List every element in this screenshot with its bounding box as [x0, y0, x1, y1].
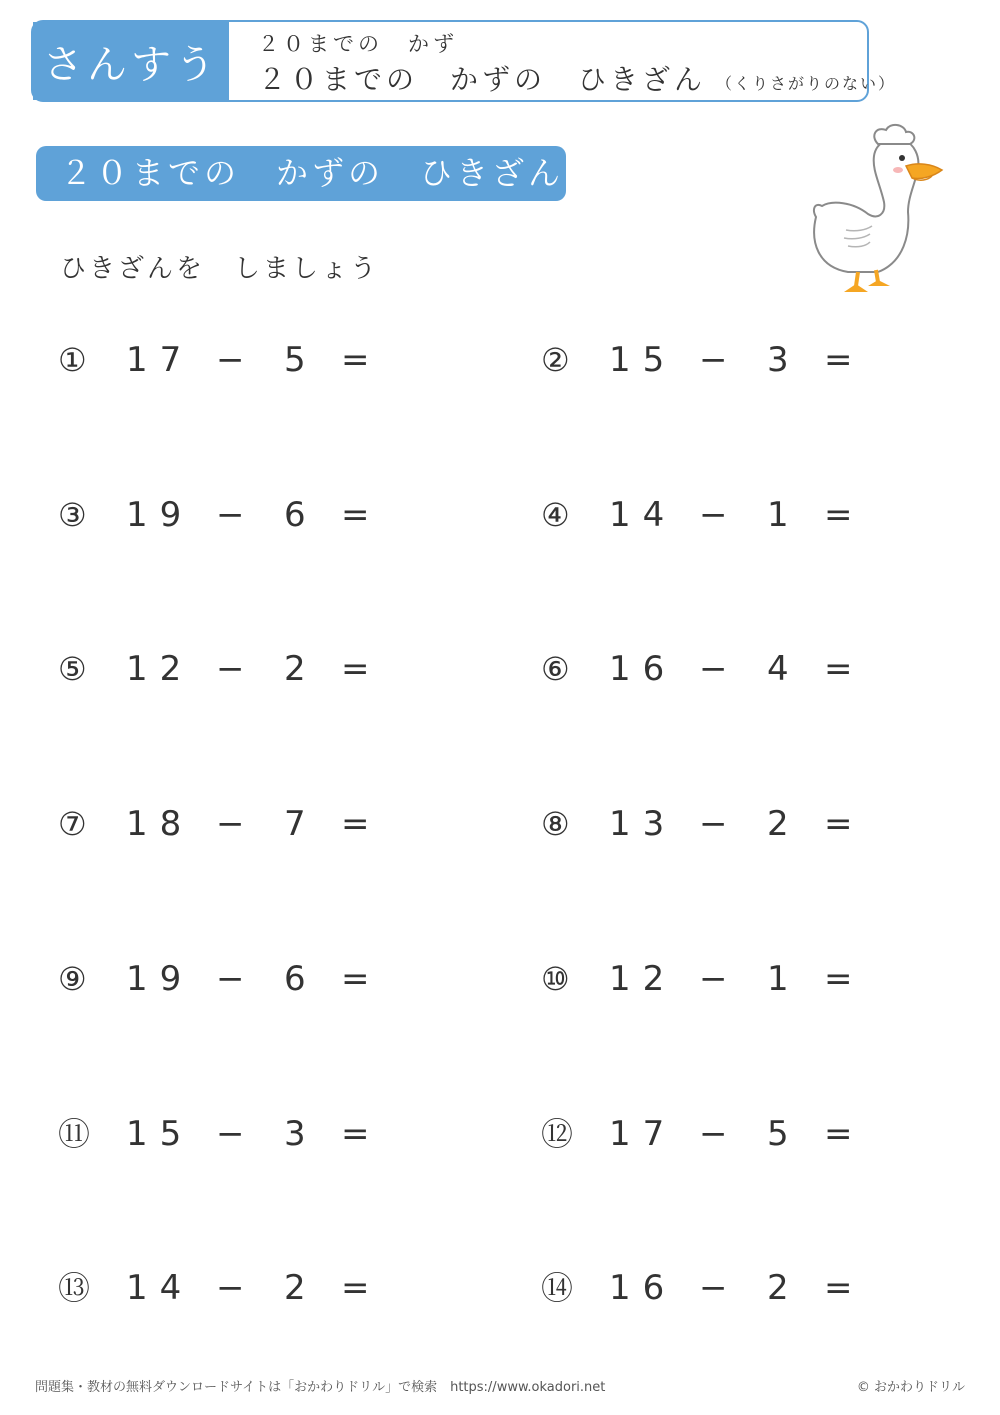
problem-minuend: 17 [609, 1113, 677, 1154]
problem-minuend: 13 [609, 804, 677, 845]
problem-subtrahend: 1 [767, 494, 789, 535]
problem-subtrahend: 4 [767, 649, 789, 690]
problem-item [58, 959, 378, 999]
minus-sign: − [699, 649, 728, 690]
problem-number: ③ [58, 495, 87, 534]
equals-sign: = [341, 1268, 370, 1309]
equals-sign: = [341, 1113, 370, 1154]
problem-number: ⑬ [58, 1269, 91, 1308]
problem-minuend: 18 [126, 804, 194, 845]
problem-subtrahend: 6 [284, 958, 306, 999]
worksheet-title-note: （くりさがりのない） [716, 74, 897, 93]
problem-number: ⑨ [58, 959, 87, 998]
section-title: ２０までの かずの ひきざん [36, 146, 566, 201]
minus-sign: − [699, 958, 728, 999]
problem-minuend: 16 [609, 1268, 677, 1309]
minus-sign: − [216, 804, 245, 845]
equals-sign: = [824, 649, 853, 690]
problem-subtrahend: 7 [284, 804, 306, 845]
minus-sign: − [699, 340, 728, 380]
problem-item [58, 649, 378, 689]
minus-sign: − [216, 1268, 245, 1309]
equals-sign: = [824, 1113, 853, 1154]
minus-sign: − [699, 1268, 728, 1309]
duck-illustration [808, 122, 948, 300]
equals-sign: = [824, 804, 853, 845]
problem-subtrahend: 2 [284, 649, 306, 690]
problem-number: ④ [541, 495, 570, 534]
problem-minuend: 12 [126, 649, 194, 690]
problem-subtrahend: 5 [767, 1113, 789, 1154]
problem-subtrahend: 5 [284, 340, 306, 380]
unit-label: ２０までの かず [258, 32, 458, 56]
subject-badge: さんすう [33, 22, 229, 100]
problem-number: ⑭ [541, 1269, 574, 1308]
problem-number: ⑧ [541, 805, 570, 844]
equals-sign: = [341, 340, 370, 380]
problem-minuend: 19 [126, 958, 194, 999]
equals-sign: = [341, 649, 370, 690]
worksheet-header [31, 20, 897, 102]
problem-item [541, 495, 861, 535]
equals-sign: = [824, 340, 853, 380]
minus-sign: − [216, 1113, 245, 1154]
problem-minuend: 14 [126, 1268, 194, 1309]
problem-item [541, 649, 861, 689]
equals-sign: = [341, 494, 370, 535]
problem-item [541, 1268, 861, 1308]
equals-sign: = [824, 494, 853, 535]
problem-item [58, 1268, 378, 1308]
problem-subtrahend: 3 [284, 1113, 306, 1154]
worksheet-title-text: ２０までの かずの ひきざん [258, 63, 707, 96]
minus-sign: − [216, 340, 245, 380]
footer-site-note: 問題集・教材の無料ダウンロードサイトは「おかわりドリル」で検索 https://www.okadori.net [35, 1380, 606, 1395]
problem-number: ⑤ [58, 650, 87, 689]
problem-minuend: 12 [609, 958, 677, 999]
problem-item [541, 804, 861, 844]
problem-item [58, 1114, 378, 1154]
instruction-text: ひきざんを しましょう [60, 254, 380, 284]
problem-number: ⑦ [58, 805, 87, 844]
equals-sign: = [341, 958, 370, 999]
problem-minuend: 19 [126, 494, 194, 535]
minus-sign: − [699, 1113, 728, 1154]
footer-copyright: © おかわりドリル [856, 1380, 965, 1395]
problem-minuend: 17 [126, 340, 194, 380]
problem-subtrahend: 2 [284, 1268, 306, 1309]
equals-sign: = [824, 958, 853, 999]
problem-number: ⑫ [541, 1114, 574, 1153]
problem-minuend: 15 [126, 1113, 194, 1154]
problem-minuend: 14 [609, 494, 677, 535]
problem-subtrahend: 3 [767, 340, 789, 380]
problem-subtrahend: 1 [767, 958, 789, 999]
equals-sign: = [341, 804, 370, 845]
minus-sign: − [699, 804, 728, 845]
problem-item [58, 340, 378, 380]
minus-sign: − [216, 958, 245, 999]
problem-number: ⑥ [541, 650, 570, 689]
problem-number: ⑪ [58, 1114, 91, 1153]
problem-subtrahend: 6 [284, 494, 306, 535]
problem-number: ② [541, 341, 570, 379]
minus-sign: − [699, 494, 728, 535]
worksheet-title [258, 58, 896, 98]
problem-number: ① [58, 341, 87, 379]
problem-item [541, 959, 861, 999]
problem-minuend: 16 [609, 649, 677, 690]
problem-item [58, 804, 378, 844]
problem-item [541, 1114, 861, 1154]
problem-item [58, 495, 378, 535]
problem-minuend: 15 [609, 340, 677, 380]
equals-sign: = [824, 1268, 853, 1309]
problem-subtrahend: 2 [767, 1268, 789, 1309]
problem-subtrahend: 2 [767, 804, 789, 845]
problem-item [541, 340, 861, 380]
minus-sign: − [216, 649, 245, 690]
problem-number: ⑩ [541, 959, 570, 998]
minus-sign: − [216, 494, 245, 535]
